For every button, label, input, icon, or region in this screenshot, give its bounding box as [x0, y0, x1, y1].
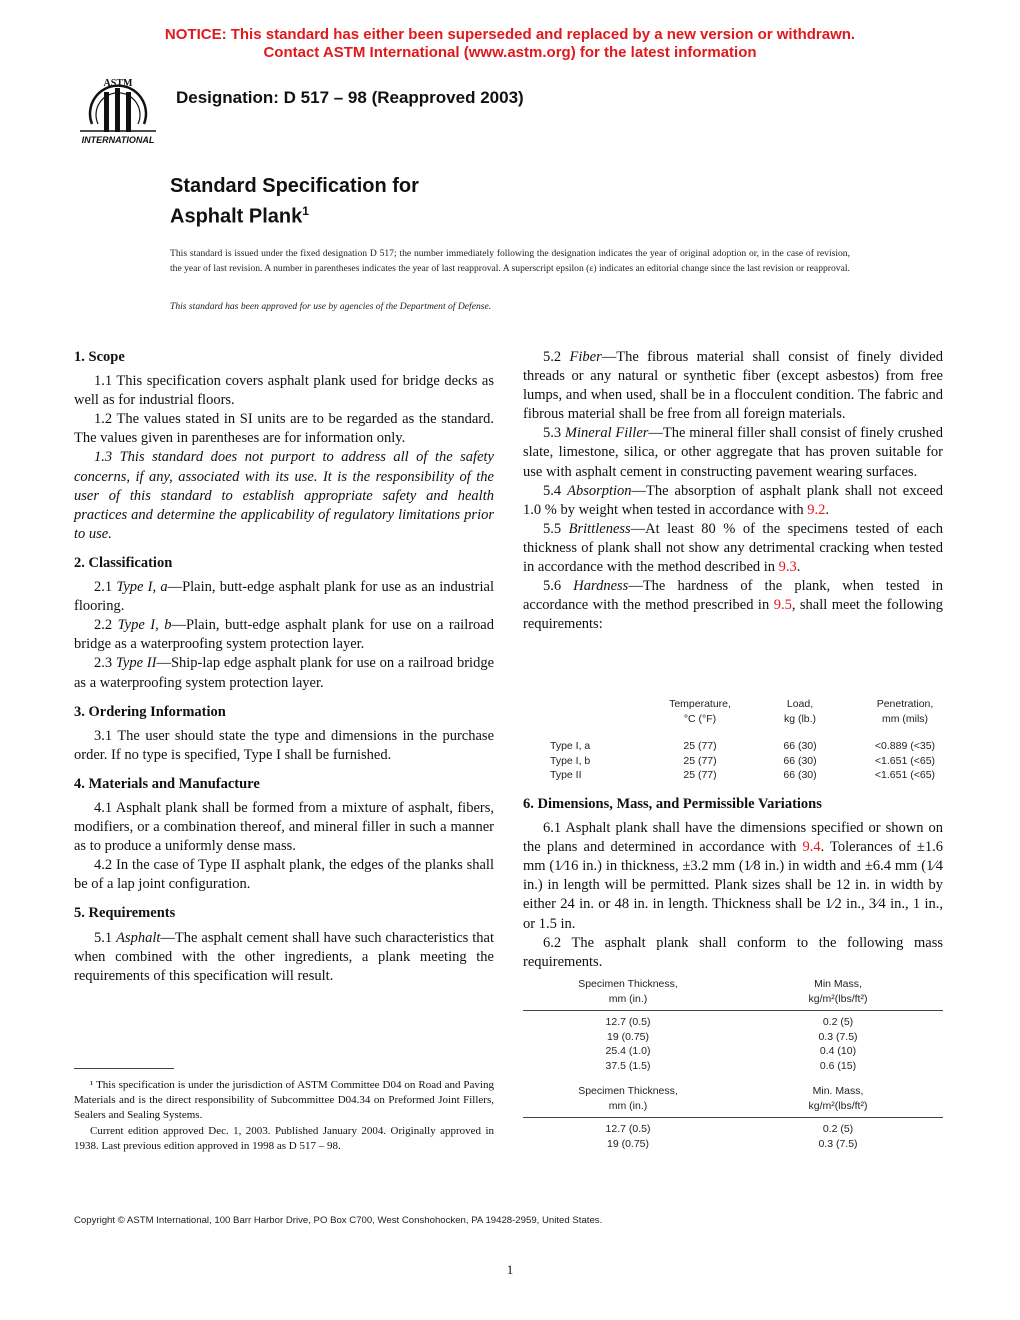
table-row: Type I, b 25 (77) 66 (30) <1.651 (<65) — [550, 754, 936, 767]
mass-table-2 — [523, 1084, 943, 1151]
footnote-divider — [74, 1068, 174, 1069]
para-2-1: 2.1 Type I, a—Plain, butt-edge asphalt plank for use as an industrial flooring. — [74, 579, 494, 615]
para-1-2: 1.2 The values stated in SI units are to be regarded as the standard. The values given in parentheses are for information only. — [74, 411, 494, 447]
para-5-3: 5.3 Mineral Filler—The mineral filler shall consist of finely crushed slate, limestone, silica, or other aggregate that has proven suitable for use with asphalt cement in constructing pavement wearing surfaces. — [523, 425, 943, 480]
para-4-2: 4.2 In the case of Type II asphalt plank, the edges of the planks shall be of a lap joint configuration. — [74, 857, 494, 893]
table-row: 12.7 (0.5) 0.2 (5) — [605, 1123, 854, 1135]
footnote-para-2: Current edition approved Dec. 1, 2003. Published January 2004. Originally approved in 1938. Last previous edition approved in 1998 as D 517 – 98. — [74, 1124, 494, 1152]
table-header-row: Temperature, Load, Penetration, — [669, 698, 934, 710]
section-heading-requirements: 5. Requirements — [74, 905, 176, 922]
section-heading-classification: 2. Classification — [74, 554, 173, 571]
section-heading-dimensions: 6. Dimensions, Mass, and Permissible Variations — [523, 796, 822, 812]
mass-table-1 — [523, 977, 943, 1073]
ref-link-9-2[interactable]: 9.2 — [807, 501, 826, 518]
section-6 — [523, 795, 943, 972]
para-2-3: 2.3 Type II—Ship-lap edge asphalt plank for use on a railroad bridge as a waterproofing system protection layer. — [74, 655, 495, 691]
copyright: Copyright © ASTM International, 100 Barr Harbor Drive, PO Box C700, West Conshohocken, PA 19428-2959, United States. — [74, 1215, 603, 1226]
astm-logo-icon — [74, 72, 162, 152]
table-row: 12.7 (0.5) 0.2 (5) — [605, 1016, 854, 1028]
footnote — [74, 1078, 494, 1154]
section-heading-ordering: 3. Ordering Information — [74, 703, 226, 720]
notice-line-2: Contact ASTM International (www.astm.org) for the latest information — [263, 44, 757, 61]
title-line-1: Standard Specification for — [170, 175, 419, 197]
dod-note: This standard has been approved for use by agencies of the Department of Defense. — [170, 301, 492, 312]
para-5-6: 5.6 Hardness—The hardness of the plank, when tested in accordance with the method prescribed in 9.5, shall meet the following requirements: — [523, 578, 944, 633]
table-header-row: Specimen Thickness, Min. Mass, — [578, 1085, 864, 1097]
para-5-2: 5.2 Fiber—The fibrous material shall consist of finely divided threads or any natural or synthetic fiber (except asbestos) from free lumps, and when used, shall be in a flocculent condition. The fabric and fibrous material shall be free from all foreign materials. — [523, 349, 943, 423]
page-number: 1 — [506, 1262, 514, 1277]
section-heading-materials: 4. Materials and Manufacture — [74, 775, 260, 792]
para-4-1: 4.1 Asphalt plank shall be formed from a mixture of asphalt, fibers, modifiers, or a combination thereof, and mineral filler in such a manner as to produce a uniformly dense mass. — [74, 799, 494, 855]
table-header-row: °C (°F) kg (lb.) mm (mils) — [683, 712, 929, 725]
page-title — [170, 174, 419, 230]
table-row: Type I, a 25 (77) 66 (30) <0.889 (<35) — [550, 740, 936, 752]
withdrawal-notice — [0, 26, 1020, 62]
para-5-5: 5.5 Brittleness—At least 80 % of the specimens tested of each thickness of plank shall not show any detrimental cracking when tested in accordance with the method described in 9.3. — [523, 520, 944, 576]
left-column — [74, 348, 494, 986]
right-column — [523, 348, 943, 634]
table-row: 37.5 (1.5) 0.6 (15) — [605, 1059, 857, 1072]
table-row: 19 (0.75) 0.3 (7.5) — [606, 1137, 858, 1150]
hardness-table — [550, 697, 960, 783]
ref-link-9-4[interactable]: 9.4 — [802, 839, 821, 856]
para-5-1: 5.1 Asphalt—The asphalt cement shall have such characteristics that when combined with the other ingredients, a plank meeting the requirements of this specification will result. — [74, 929, 495, 984]
title-footnote-mark: 1 — [302, 204, 309, 218]
section-heading-scope: 1. Scope — [74, 349, 125, 365]
para-6-1: 6.1 Asphalt plank shall have the dimensions specified or shown on the plans and determined in accordance with 9.4. Tolerances of ±1.6 mm (1⁄16 in.) in thickness, ±3.2 mm (1⁄8 in.) in width and ±6.4 mm (1⁄4 in.) in length will be permitted. Plank sizes shall be 12 in. in width by either 24 in. or 48 in. in length. Thickness shall be 1⁄2 in., 3⁄4 in., 1 in., or 1.5 in. — [523, 820, 943, 932]
para-3-1: 3.1 The user should state the type and dimensions in the purchase order. If no type is specified, Type I shall be furnished. — [74, 727, 494, 763]
table-header-row: Specimen Thickness, Min Mass, — [578, 978, 862, 990]
para-2-2: 2.2 Type I, b—Plain, butt-edge asphalt plank for use on a railroad bridge as a waterproofing system protection layer. — [74, 617, 494, 653]
ref-link-9-3[interactable]: 9.3 — [778, 559, 797, 576]
logo-letters: ASTM — [103, 78, 133, 89]
ref-link-9-5[interactable]: 9.5 — [773, 597, 792, 614]
footnote-para-1: ¹ This specification is under the jurisdiction of ASTM Committee D04 on Road and Paving Materials and is the direct responsibility of Subcommittee D04.34 on Preformed Joint Fillers, Sealers and Sealing Systems. — [74, 1079, 494, 1122]
notice-line-1: NOTICE: This standard has either been superseded and replaced by a new version or withdrawn. — [164, 26, 856, 43]
para-5-4: 5.4 Absorption—The absorption of asphalt plank shall not exceed 1.0 % by weight when tested in accordance with 9.2. — [523, 482, 944, 518]
table-row: 19 (0.75) 0.3 (7.5) — [606, 1030, 858, 1043]
issued-note: This standard is issued under the fixed designation D 517; the number immediately following the designation indicates the year of original adoption or, in the case of revision, the year of last revision. A number in parentheses indicates the year of last reapproval. A superscript epsilon (ε) indicates an editorial change since the last revision or reapproval. — [170, 248, 850, 274]
para-1-3: 1.3 This standard does not purport to address all of the safety concerns, if any, associated with its use. It is the responsibility of the user of this standard to establish appropriate safety and health practices and determine the applicability of regulatory limitations prior to use. — [74, 449, 494, 542]
title-line-2: Asphalt Plank — [170, 205, 303, 228]
table-row: Type II 25 (77) 66 (30) <1.651 (<65) — [550, 769, 936, 781]
astm-logo — [74, 72, 162, 152]
designation: Designation: D 517 – 98 (Reapproved 2003) — [176, 88, 524, 107]
table-row: 25.4 (1.0) 0.4 (10) — [605, 1045, 857, 1057]
logo-subtext: INTERNATIONAL — [81, 135, 155, 145]
table-header-row: mm (in.) kg/m²(lbs/ft²) — [523, 992, 943, 1011]
para-1-1: 1.1 This specification covers asphalt plank used for bridge decks as well as for industrial floors. — [74, 373, 494, 409]
table-header-row: mm (in.) kg/m²(lbs/ft²) — [523, 1099, 943, 1118]
para-6-2: 6.2 The asphalt plank shall conform to the following mass requirements. — [523, 934, 943, 970]
